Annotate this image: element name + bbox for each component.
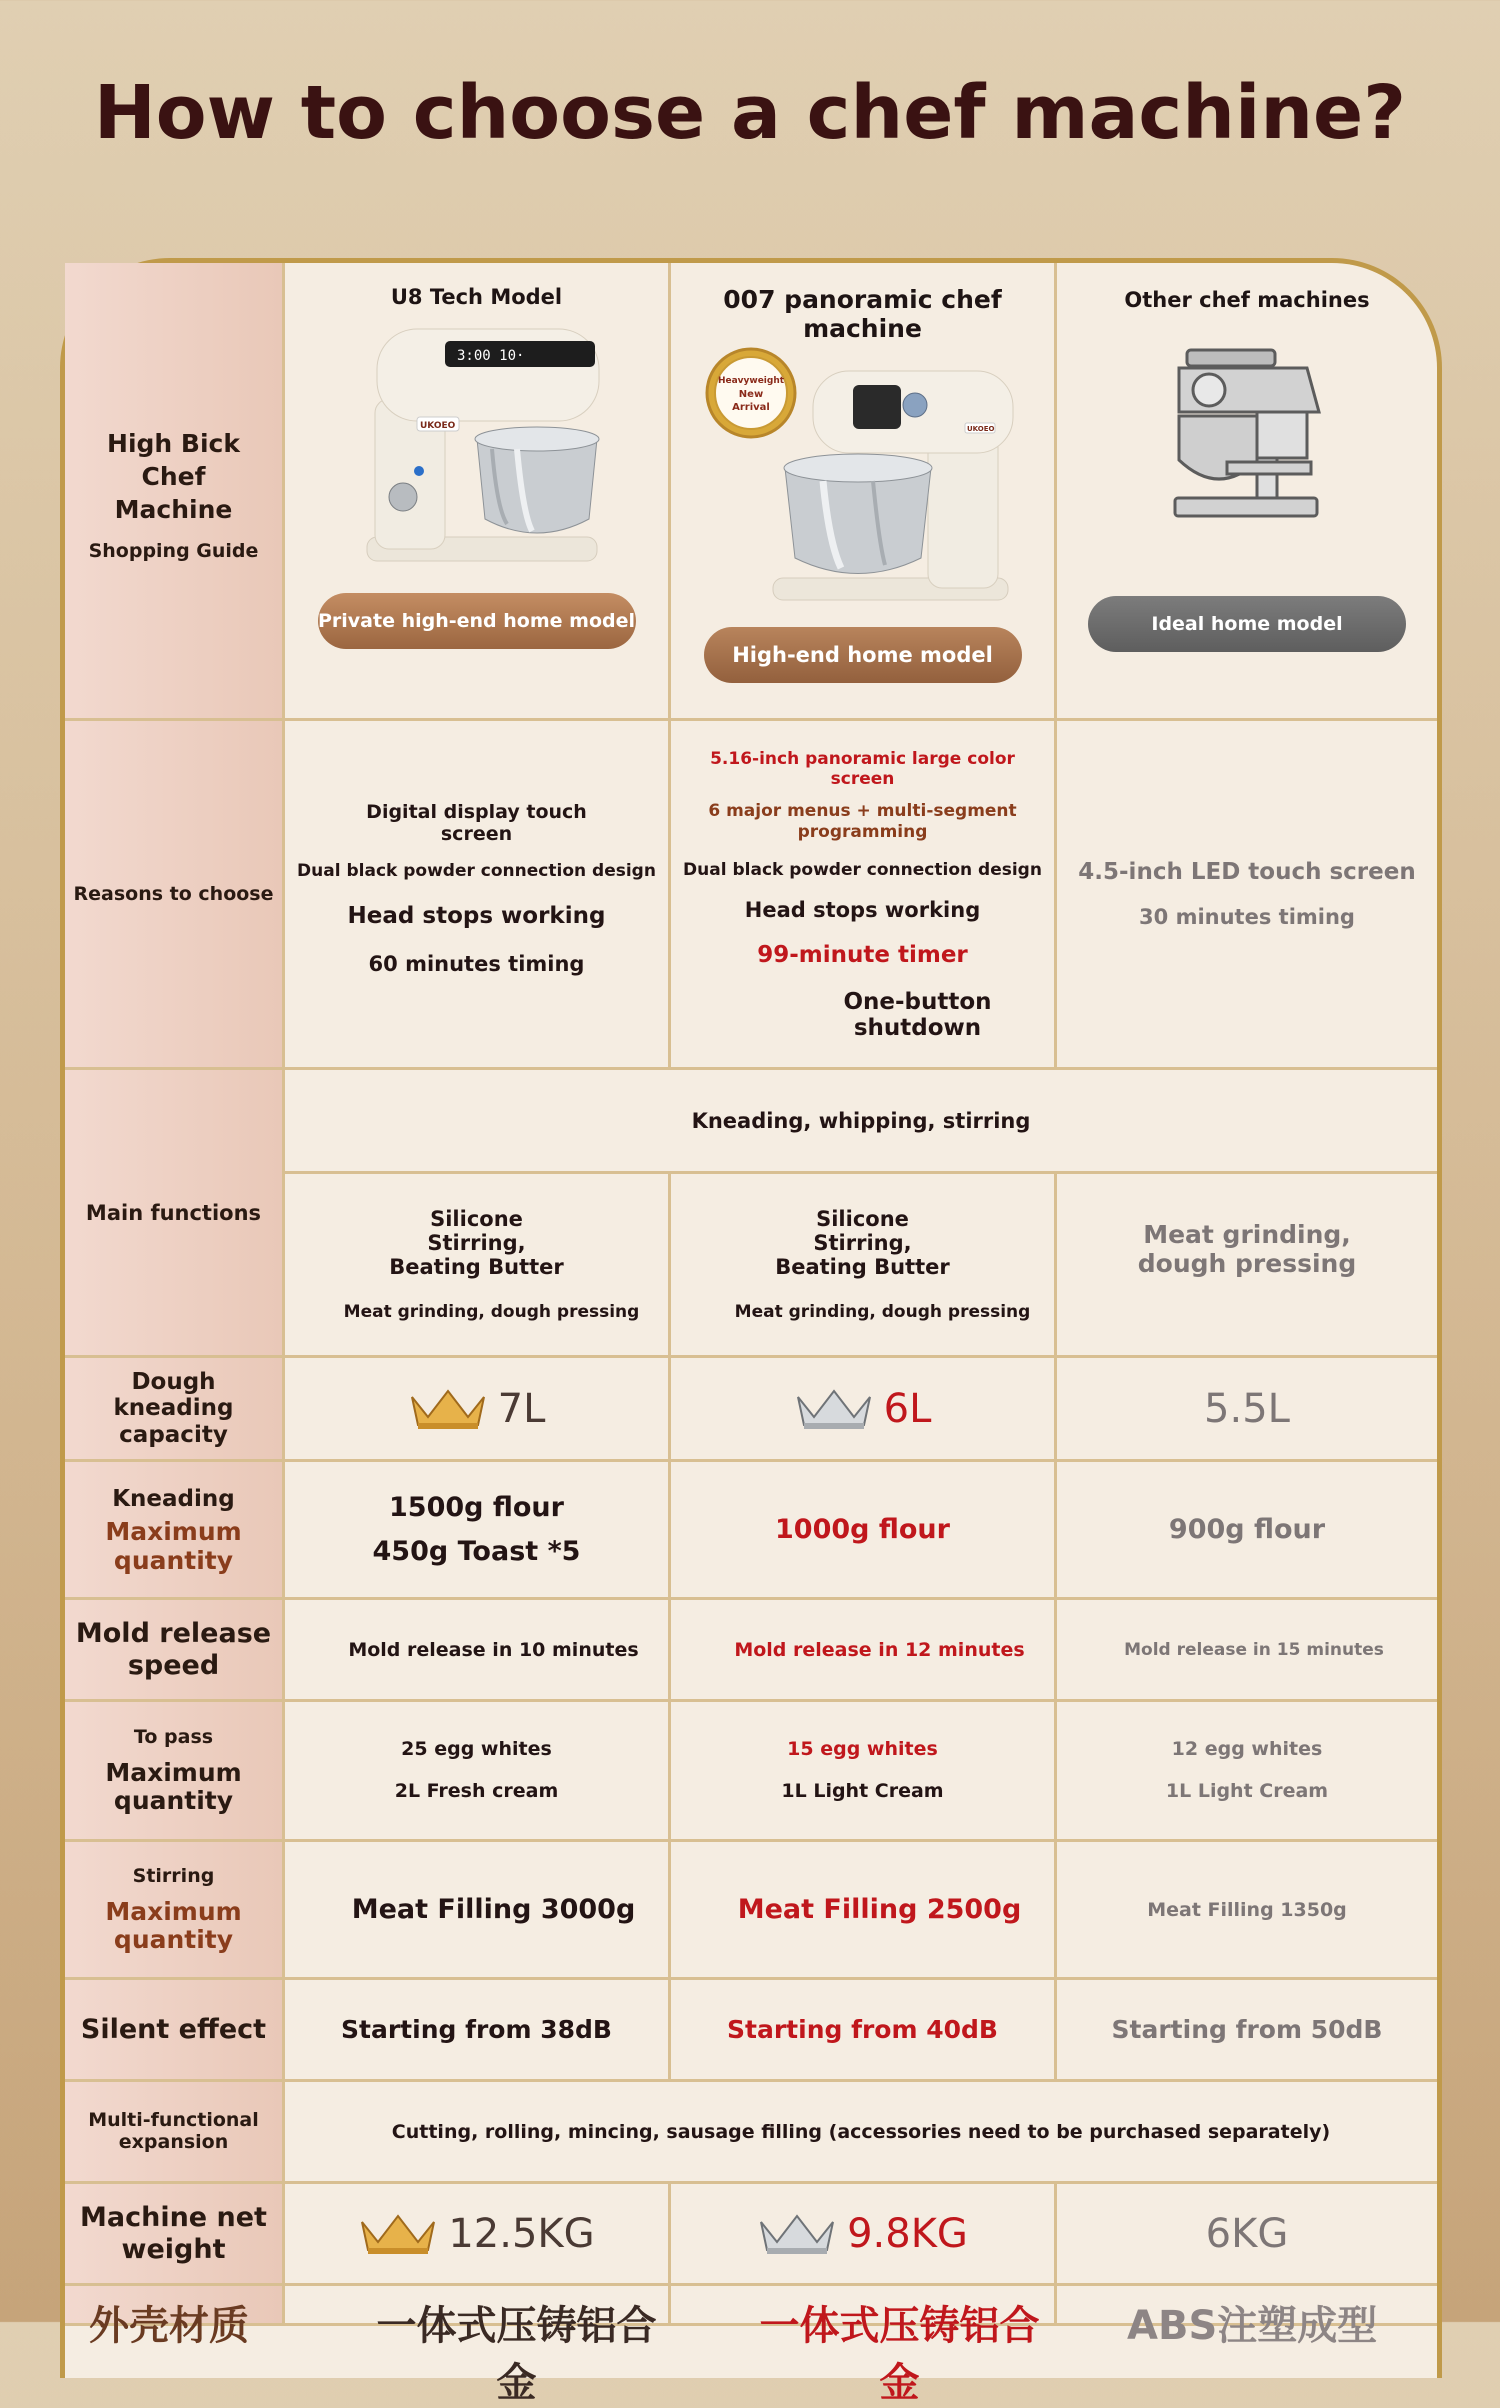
product-name: U8 Tech Model bbox=[390, 285, 563, 309]
silent-007: Starting from 40dB bbox=[671, 1980, 1057, 2082]
mold-other: Mold release in 15 minutes bbox=[1057, 1600, 1437, 1702]
capacity-other: 5.5L bbox=[1057, 1358, 1437, 1462]
silent-other: Starting from 50dB bbox=[1057, 1980, 1437, 2082]
weight-u8: 12.5KG bbox=[285, 2184, 671, 2286]
pass-007: 15 egg whites 1L Light Cream bbox=[671, 1702, 1057, 1842]
row-label-kneading: Kneading Maximum quantity bbox=[65, 1462, 285, 1600]
comparison-grid bbox=[65, 263, 1437, 2406]
row-label-material: 外壳材质 bbox=[65, 2286, 285, 2326]
material-u8: 一体式压铸铝合金 bbox=[285, 2286, 671, 2326]
product-007 bbox=[671, 263, 1057, 721]
row-label-stirring: Stirring Maximum quantity bbox=[65, 1842, 285, 1980]
mixer-u8-image bbox=[327, 309, 627, 579]
stirring-u8: Meat Filling 3000g bbox=[285, 1842, 671, 1980]
material-other: ABS注塑成型 bbox=[1057, 2286, 1437, 2326]
badge-high-end: High-end home model bbox=[704, 627, 1022, 683]
stirring-007: Meat Filling 2500g bbox=[671, 1842, 1057, 1980]
crown-silver-icon bbox=[794, 1387, 874, 1431]
row-label-reasons: Reasons to choose bbox=[65, 721, 285, 1070]
row-label-capacity: Dough kneading capacity bbox=[65, 1358, 285, 1462]
mixer-generic-icon bbox=[1097, 312, 1397, 582]
guide-title-2: Chef bbox=[141, 462, 206, 492]
functions-other: Meat grinding, dough pressing bbox=[1057, 1174, 1437, 1358]
row-label-silent: Silent effect bbox=[65, 1980, 285, 2082]
pass-other: 12 egg whites 1L Light Cream bbox=[1057, 1702, 1437, 1842]
functions-007: Silicone Stirring, Beating Butter Meat grinding, dough pressing bbox=[671, 1174, 1057, 1358]
guide-title-3: Machine bbox=[114, 494, 233, 524]
svg-text:UKOEO: UKOEO bbox=[966, 425, 994, 433]
weight-007: 9.8KG bbox=[671, 2184, 1057, 2286]
row-label-weight: Machine net weight bbox=[65, 2184, 285, 2286]
functions-u8: Silicone Stirring, Beating Butter Meat grinding, dough pressing bbox=[285, 1174, 671, 1358]
product-name: 007 panoramic chef machine bbox=[723, 285, 1002, 343]
mold-007: Mold release in 12 minutes bbox=[671, 1600, 1057, 1702]
product-other bbox=[1057, 263, 1437, 721]
mold-u8: Mold release in 10 minutes bbox=[285, 1600, 671, 1702]
crown-gold-icon bbox=[358, 2212, 438, 2256]
weight-other: 6KG bbox=[1057, 2184, 1437, 2286]
page-title: How to choose a chef machine? bbox=[93, 70, 1407, 156]
reasons-u8: Digital display touch screen Dual black powder connection design Head stops working 60 minutes timing bbox=[285, 721, 671, 1070]
svg-text:UKOEO: UKOEO bbox=[419, 421, 455, 431]
product-name: Other chef machines bbox=[1124, 288, 1370, 312]
mixer-007-image bbox=[703, 343, 1023, 613]
functions-shared: Kneading, whipping, stirring bbox=[285, 1070, 1437, 1174]
multi-shared: Cutting, rolling, mincing, sausage filling (accessories need to be purchased separately) bbox=[285, 2082, 1437, 2184]
capacity-007: 6L bbox=[671, 1358, 1057, 1462]
row-label-mold: Mold release speed bbox=[65, 1600, 285, 1702]
badge-private-high-end: Private high-end home model bbox=[318, 593, 636, 649]
capacity-u8: 7L bbox=[285, 1358, 671, 1462]
badge-line-2: New bbox=[738, 389, 763, 400]
crown-gold-icon bbox=[408, 1387, 488, 1431]
product-u8 bbox=[285, 263, 671, 721]
crown-silver-icon bbox=[757, 2212, 837, 2256]
kneading-other: 900g flour bbox=[1057, 1462, 1437, 1600]
stirring-other: Meat Filling 1350g bbox=[1057, 1842, 1437, 1980]
reasons-007: 5.16-inch panoramic large color screen 6 major menus + multi-segment programming Dual black powder connection design Head stops working 99-minute timer One-button shutdown bbox=[671, 721, 1057, 1070]
row-label-multi: Multi-functional expansion bbox=[65, 2082, 285, 2184]
guide-subtitle: Shopping Guide bbox=[88, 539, 259, 562]
kneading-007: 1000g flour bbox=[671, 1462, 1057, 1600]
material-007: 一体式压铸铝合金 bbox=[671, 2286, 1057, 2326]
row-label-pass: To pass Maximum quantity bbox=[65, 1702, 285, 1842]
badge-line-1: Heavyweight bbox=[717, 376, 784, 386]
comparison-table-frame bbox=[60, 258, 1442, 2406]
guide-label bbox=[65, 263, 285, 721]
kneading-u8: 1500g flour 450g Toast *5 bbox=[285, 1462, 671, 1600]
badge-ideal-home: Ideal home model bbox=[1088, 596, 1406, 652]
guide-title-1: High Bick bbox=[107, 429, 240, 459]
pass-u8: 25 egg whites 2L Fresh cream bbox=[285, 1702, 671, 1842]
silent-u8: Starting from 38dB bbox=[285, 1980, 671, 2082]
badge-line-3: Arrival bbox=[731, 402, 770, 413]
svg-text:3:00 10·: 3:00 10· bbox=[456, 348, 524, 364]
row-label-functions: Main functions bbox=[65, 1070, 285, 1358]
reasons-other: 4.5-inch LED touch screen 30 minutes timing bbox=[1057, 721, 1437, 1070]
